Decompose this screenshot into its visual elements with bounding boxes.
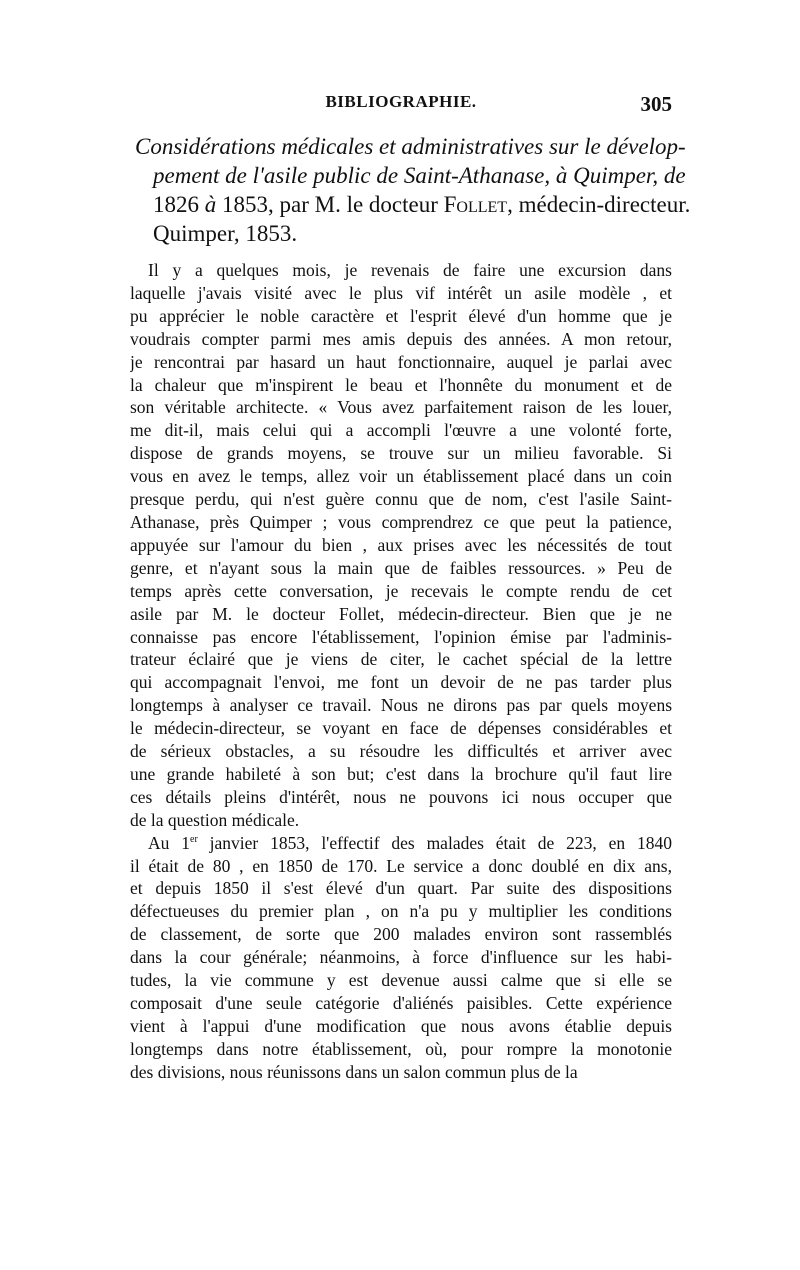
text-line: tudes, la vie commune y est devenue aussi calme que si elle se xyxy=(130,970,672,991)
page-number: 305 xyxy=(640,92,672,116)
text-line: son véritable architecte. « Vous avez parfaitement raison de les louer, xyxy=(130,397,672,418)
citation-line xyxy=(135,190,691,219)
text-line: une grande habileté à son but; c'est dans la brochure qu'il faut lire xyxy=(130,763,672,784)
text-line: longtemps à analyser ce travail. Nous ne dirons pas par quels moyens xyxy=(130,695,672,716)
citation-author-role: , médecin-directeur. xyxy=(507,192,691,217)
text-line: ces détails pleins d'intérêt, nous ne pouvons ici nous occuper que xyxy=(130,786,672,807)
citation-line: pement de l'asile public de Saint-Athanase, à Quimper, de xyxy=(153,163,686,188)
text-line: qui accompagnait l'envoi, me font un devoir de ne pas tarder plus xyxy=(130,672,672,693)
text-line: de sérieux obstacles, a su résoudre les difficultés et arriver avec xyxy=(130,741,672,762)
text-line: et depuis 1850 il s'est élevé d'un quart. Par suite des dispositions xyxy=(130,878,672,899)
paragraph-2 xyxy=(130,832,672,1084)
text-line: voudrais compter parmi mes amis depuis des années. A mon retour, xyxy=(130,328,672,349)
text-line: le médecin-directeur, se voyant en face de dépenses considérables et xyxy=(130,718,672,739)
text-line: vous en avez le temps, allez voir un établissement placé dans un coin xyxy=(130,466,672,487)
paragraph-2-start: Au 1 xyxy=(148,832,190,853)
citation-author: Follet xyxy=(443,192,508,217)
text-line: presque perdu, qui n'est guère connu que de nom, c'est l'asile Saint- xyxy=(130,489,672,510)
text-line: des divisions, nous réunissons dans un salon commun plus de la xyxy=(130,1061,578,1082)
paragraph-1 xyxy=(130,259,672,832)
citation-preposition: à xyxy=(204,192,217,217)
text-line: vient à l'appui d'une modification que nous avons établie depuis xyxy=(130,1015,672,1036)
text-line: temps après cette conversation, je recevais le compte rendu de cet xyxy=(130,580,672,601)
text-line xyxy=(130,832,672,855)
body-text xyxy=(130,259,672,1084)
text-line: pu apprécier le noble caractère et l'esprit élevé d'un homme que je xyxy=(130,305,672,326)
ordinal-superscript: er xyxy=(190,833,198,845)
text-line: trateur éclairé que je viens de citer, le cachet spécial de la lettre xyxy=(130,649,672,670)
text-line: de la question médicale. xyxy=(130,809,300,830)
citation-line: Quimper, 1853. xyxy=(153,221,298,246)
bibliographic-citation xyxy=(135,132,691,248)
text-line: connaisse pas encore l'établissement, l'opinion émise par l'adminis- xyxy=(130,626,672,647)
citation-year-end: 1853, par M. le docteur xyxy=(216,192,444,217)
text-line: laquelle j'avais visité avec le plus vif intérêt un asile modèle , et xyxy=(130,282,672,303)
citation-year-start: 1826 xyxy=(153,192,205,217)
running-title: BIBLIOGRAPHIE. xyxy=(325,92,477,111)
text-line: asile par M. le docteur Follet, médecin-directeur. Bien que je ne xyxy=(130,603,672,624)
text-line: longtemps dans notre établissement, où, pour rompre la monotonie xyxy=(130,1038,672,1059)
text-line: me dit-il, mais celui qui a accompli l'œuvre a une volonté forte, xyxy=(130,420,672,441)
text-line: dispose de grands moyens, se trouve sur un milieu favorable. Si xyxy=(130,443,672,464)
text-line: genre, et n'ayant sous la main que de faibles ressources. » Peu de xyxy=(130,557,672,578)
text-line: Il y a quelques mois, je revenais de faire une excursion dans xyxy=(148,260,672,280)
text-line: de classement, de sorte que 200 malades environ sont rassemblés xyxy=(130,924,672,945)
text-line: Athanase, près Quimper ; vous comprendrez ce que peut la patience, xyxy=(130,511,672,532)
text-line: la chaleur que m'inspirent le beau et l'honnête du monument et de xyxy=(130,374,672,395)
text-line: appuyée sur l'amour du bien , aux prises avec les nécessités de tout xyxy=(130,534,672,555)
citation-line: Considérations médicales et administratives sur le dévelop- xyxy=(135,134,686,159)
text-line: il était de 80 , en 1850 de 170. Le service a donc doublé en dix ans, xyxy=(130,855,672,876)
text-line: dans la cour générale; néanmoins, à force d'influence sur les habi- xyxy=(130,947,672,968)
text-line: composait d'une seule catégorie d'aliénés paisibles. Cette expérience xyxy=(130,993,672,1013)
running-head xyxy=(130,92,672,120)
paragraph-2-rest: janvier 1853, l'effectif des malades était de 223, en 1840 xyxy=(197,832,672,853)
text-line: je rencontrai par hasard un haut fonctionnaire, auquel je parlai avec xyxy=(130,351,672,372)
text-line: défectueuses du premier plan , on n'a pu y multiplier les conditions xyxy=(130,901,672,922)
